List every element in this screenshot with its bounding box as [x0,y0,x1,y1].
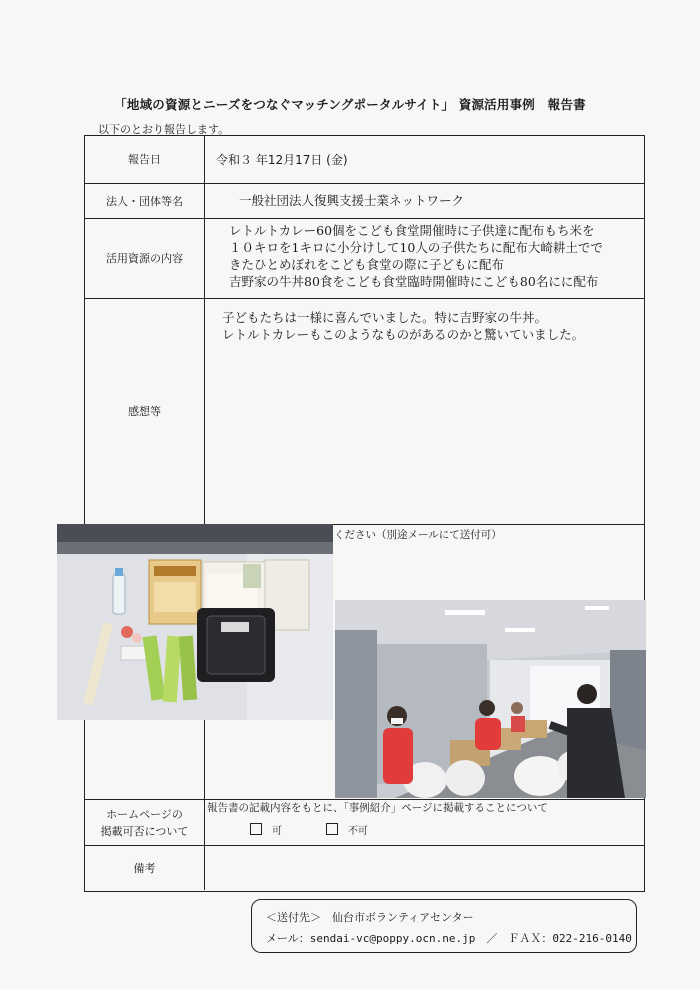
report-title: 「地域の資源とニーズをつなぐマッチングポータルサイト」 資源活用事例 報告書 [114,97,586,112]
label-report-date: 報告日 [85,136,205,183]
contact-box [251,899,637,953]
resource-line: １０キロを1キロに小分けして10人の子供たちに配布大崎耕土でで [229,240,603,255]
label-impressions: 感想等 [85,299,205,524]
value-resource-content [205,219,644,298]
resource-line: レトルトカレー60個をこども食堂開催時に子供達に配布もち米を [229,223,595,238]
label-publish-line1: ホームページの [106,807,183,821]
resource-line: きたひとめぼれをこども食堂の際に子どもに配布 [229,257,505,272]
checkbox-yes[interactable] [250,823,262,835]
publish-options [250,822,368,837]
option-yes-label: 可 [272,826,282,837]
option-yes[interactable] [250,822,282,837]
label-remarks: 備考 [85,846,205,890]
value-impressions [205,299,644,524]
impression-line: 子どもたちは一様に喜んでいました。特に吉野家の牛丼。 [222,310,548,325]
option-no-label: 不可 [348,826,368,837]
checkbox-no[interactable] [326,823,338,835]
value-organization [205,184,644,218]
row-report-date [85,136,644,184]
row-remarks [85,846,644,890]
impression-line: レトルトカレーもこのようなものがあるのかと驚いていました。 [222,327,585,342]
value-remarks [205,846,644,890]
photo-caption: ください（別途メールにて送付可） [334,529,502,541]
publish-text: 報告書の記載内容をもとに、「事例紹介」ページに掲載することについて [207,802,548,814]
food-items-image [57,524,333,720]
intro-text: 以下のとおり報告します。 [98,123,230,136]
contact-email-fax: メール：sendai-vc@poppy.ocn.ne.jp ／ ＦＡＸ：022-216-0140 [266,932,632,945]
resource-line: 吉野家の牛丼80食をこども食堂臨時開催時にこども80名にに配布 [229,274,599,289]
label-resource-content: 活用資源の内容 [85,219,205,298]
value-report-date [205,136,644,183]
label-publish-permission [85,800,205,845]
option-no[interactable] [326,822,368,837]
volunteers-photo [335,600,646,798]
volunteers-image [335,600,646,798]
contact-destination: ＜送付先＞ 仙台市ボランティアセンター [266,911,474,924]
label-publish-line2: 掲載可否について [100,824,189,838]
label-organization: 法人・団体等名 [85,184,205,218]
row-impressions [85,299,644,525]
organization-name: 一般社団法人復興支援士業ネットワーク [239,193,465,208]
food-items-photo [57,524,333,720]
row-organization [85,184,644,219]
row-resource-content [85,219,644,299]
report-date: 令和３ 年12月17日 (金) [216,153,348,167]
